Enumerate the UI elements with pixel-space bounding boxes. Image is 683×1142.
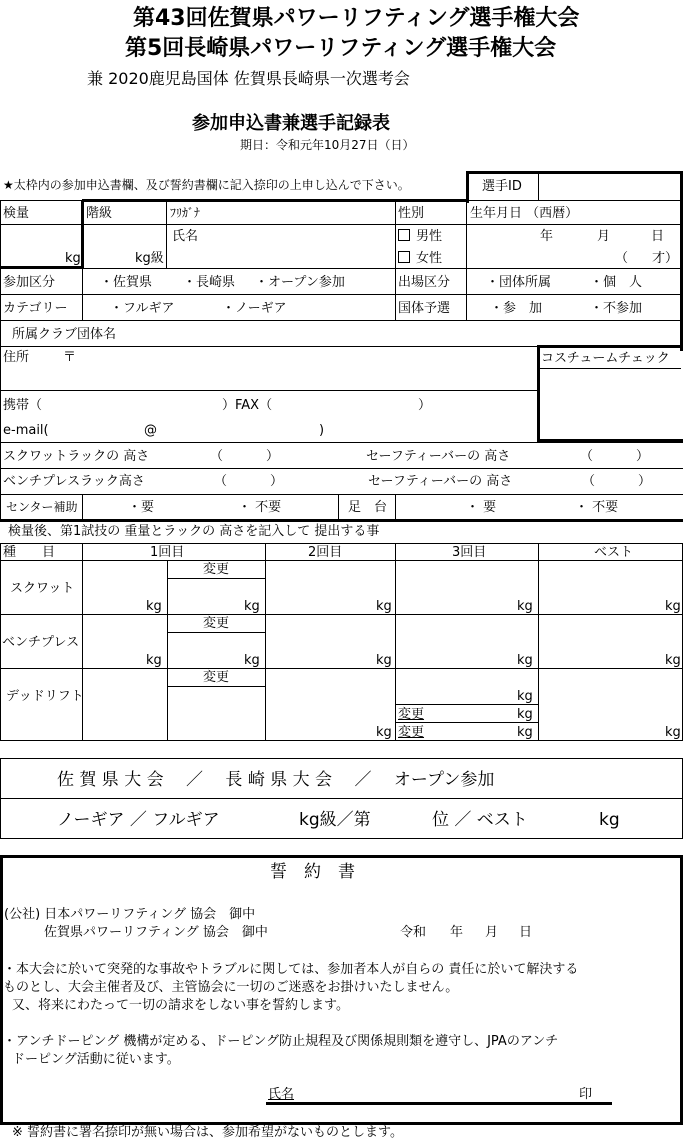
entry-type-label: 参加区分 bbox=[3, 275, 56, 290]
pledge-clause-2-line1: ・アンチドーピング 機構が定める、ドーピング防止規程及び関係規則類を遵守し、JPAのアンチ bbox=[3, 1034, 559, 1049]
spotter-required[interactable]: ・要 bbox=[128, 500, 155, 515]
result-class: kg級／第 bbox=[299, 810, 371, 830]
bench-attempt3-field[interactable] bbox=[397, 616, 537, 666]
costume-check-field[interactable] bbox=[541, 370, 679, 438]
pledge-date-era: 令和 bbox=[400, 925, 427, 940]
gender-female-checkbox[interactable]: 女性 bbox=[398, 251, 442, 266]
event-deadlift: デッドリフト bbox=[6, 689, 84, 704]
pledge-title: 誓 約 書 bbox=[270, 862, 355, 882]
kg-unit: kg bbox=[517, 599, 533, 614]
fax-field[interactable] bbox=[272, 395, 412, 415]
deadlift-best-field[interactable] bbox=[540, 670, 681, 738]
title-saga-championship: 第43回佐賀県パワーリフティング選手権大会 bbox=[133, 6, 580, 31]
deadlift-attempt1-change-field[interactable] bbox=[169, 688, 264, 738]
pledge-clause-1-line2: ものとし、大会主催者及び、主管協会に一切のご迷惑をお掛けいたしません。 bbox=[3, 980, 459, 995]
class-label: 階級 bbox=[86, 206, 113, 221]
kokutai-not-participate[interactable]: ・不参加 bbox=[590, 301, 643, 316]
athlete-id-field[interactable] bbox=[540, 174, 678, 200]
event-date: 期日：令和元年10月27日（日） bbox=[240, 138, 415, 152]
birthdate-label: 生年月日 （西暦） bbox=[470, 206, 579, 221]
deadlift-change-1-field[interactable] bbox=[430, 705, 515, 721]
instruction-text: ★太枠内の参加申込書欄、及び誓約書欄に記入捺印の上申し込んで下さい。 bbox=[3, 178, 410, 192]
squat-best-field[interactable] bbox=[540, 562, 681, 612]
deadlift-change-2-field[interactable] bbox=[430, 723, 515, 739]
header-attempt-2: 2回目 bbox=[308, 545, 343, 560]
pledge-addressee-jpa: (公社) 日本パワーリフティング 協会 御中 bbox=[4, 907, 256, 922]
kg-unit: kg bbox=[665, 725, 681, 740]
squat-attempt3-field[interactable] bbox=[397, 562, 537, 612]
birthdate-field[interactable] bbox=[470, 226, 530, 266]
kg-unit: kg bbox=[665, 653, 681, 668]
entry-type-nagasaki[interactable]: ・長崎県 bbox=[183, 275, 236, 290]
form-title: 参加申込書兼選手記録表 bbox=[192, 113, 390, 134]
change-label: 変更 bbox=[398, 725, 425, 740]
result-gear: ノーギア ／ フルギア bbox=[57, 810, 220, 830]
paren-close: ） bbox=[266, 449, 280, 464]
gender-label: 性別 bbox=[398, 206, 425, 221]
paren-open: （ bbox=[214, 474, 228, 489]
kokutai-label: 国体予選 bbox=[398, 301, 451, 316]
participation-label: 出場区分 bbox=[398, 275, 451, 290]
fax-label: ）FAX（ bbox=[222, 398, 273, 413]
pledge-date-year: 年 bbox=[450, 925, 464, 940]
squat-safety-bar-label: セーフティーバーの 高さ bbox=[366, 449, 511, 464]
title-nagasaki-championship: 第5回長崎県パワーリフティング選手権大会 bbox=[125, 36, 557, 61]
birth-day-label: 日 bbox=[651, 229, 665, 244]
record-note: 検量後、第1試技の 重量とラックの 高さを記入して 提出する事 bbox=[8, 524, 380, 539]
kg-unit: kg bbox=[517, 725, 533, 740]
address-field[interactable] bbox=[80, 348, 535, 388]
header-attempt-1: 1回目 bbox=[150, 545, 185, 560]
pledge-addressee-saga: 佐賀県パワーリフティング 協会 御中 bbox=[44, 925, 268, 940]
fax-close: ） bbox=[418, 398, 432, 413]
pledge-date-day: 日 bbox=[519, 925, 533, 940]
club-name-field[interactable] bbox=[130, 322, 678, 344]
weigh-in-unit: kg bbox=[65, 251, 81, 266]
change-label: 変更 bbox=[203, 562, 230, 577]
squat-safety-bar-field[interactable] bbox=[592, 446, 632, 464]
gender-male-checkbox[interactable]: 男性 bbox=[398, 229, 442, 244]
furigana-field[interactable] bbox=[228, 202, 393, 223]
kg-unit: kg bbox=[376, 725, 392, 740]
bench-best-field[interactable] bbox=[540, 616, 681, 666]
subtitle-kokutai-selection: 兼 2020鹿児島国体 佐賀県長崎県一次選考会 bbox=[87, 69, 410, 88]
category-nogear[interactable]: ・ノーギア bbox=[222, 301, 287, 316]
kg-unit: kg bbox=[517, 689, 533, 704]
squat-attempt2-field[interactable] bbox=[267, 562, 394, 612]
kg-unit: kg bbox=[244, 653, 260, 668]
participation-team[interactable]: ・団体所属 bbox=[486, 275, 552, 290]
email-user-field[interactable] bbox=[48, 420, 140, 440]
athlete-id-label: 選手ID bbox=[482, 179, 522, 194]
event-squat: スクワット bbox=[10, 581, 75, 596]
paren-close: ） bbox=[638, 474, 652, 489]
category-label: カテゴリー bbox=[3, 301, 68, 316]
birth-year-label: 年 bbox=[540, 229, 554, 244]
seal-label: 印 bbox=[579, 1087, 593, 1102]
costume-check-label: コスチュームチェック bbox=[541, 351, 670, 366]
address-label: 住所 bbox=[3, 350, 30, 365]
birth-month-label: 月 bbox=[597, 229, 611, 244]
paren-open: （ bbox=[210, 449, 224, 464]
change-label: 変更 bbox=[203, 670, 230, 685]
name-label: 氏名 bbox=[172, 229, 199, 244]
kg-unit: kg bbox=[517, 707, 533, 722]
age-close: 才） bbox=[652, 251, 679, 266]
entry-type-saga[interactable]: ・佐賀県 bbox=[100, 275, 153, 290]
participation-individual[interactable]: ・個 人 bbox=[590, 275, 643, 290]
email-label: e-mail( bbox=[3, 423, 49, 438]
bench-safety-bar-field[interactable] bbox=[594, 471, 634, 489]
foot-block-required[interactable]: ・ 要 bbox=[466, 500, 497, 515]
kokutai-participate[interactable]: ・参 加 bbox=[490, 301, 543, 316]
foot-block-label: 足 台 bbox=[348, 500, 388, 515]
category-fullgear[interactable]: ・フルギア bbox=[110, 301, 175, 316]
paren-open: （ bbox=[582, 474, 596, 489]
header-event: 種 目 bbox=[3, 545, 56, 560]
paren-close: ） bbox=[636, 449, 650, 464]
email-close: ) bbox=[319, 423, 325, 438]
foot-block-not-required[interactable]: ・ 不要 bbox=[575, 500, 619, 515]
kg-unit: kg bbox=[517, 653, 533, 668]
paren-open: （ bbox=[580, 449, 594, 464]
kg-unit: kg bbox=[146, 599, 162, 614]
bench-rack-label: ベンチプレスラック高さ bbox=[3, 474, 145, 489]
kg-unit: kg bbox=[376, 653, 392, 668]
weigh-in-label: 検量 bbox=[3, 206, 30, 221]
postal-mark: 〒 bbox=[63, 350, 77, 365]
deadlift-attempt2-field[interactable] bbox=[267, 670, 394, 738]
mobile-field[interactable] bbox=[40, 395, 220, 415]
spotter-label: センター補助 bbox=[6, 500, 78, 514]
class-unit: kg級 bbox=[135, 251, 164, 266]
bench-attempt2-field[interactable] bbox=[267, 616, 394, 666]
kg-unit: kg bbox=[376, 599, 392, 614]
deadlift-attempt3-field[interactable] bbox=[397, 670, 537, 702]
checkbox-icon bbox=[398, 229, 410, 241]
pledge-clause-1-line1: ・本大会に於いて突発的な事故やトラブルに関しては、参加者本人が自らの 責任に於いて解決する bbox=[3, 962, 579, 977]
kg-unit: kg bbox=[244, 599, 260, 614]
kg-unit: kg bbox=[146, 653, 162, 668]
result-tournament-line: 佐 賀 県 大 会 ／ 長 崎 県 大 会 ／ オープン参加 bbox=[57, 770, 495, 790]
mobile-label: 携帯（ bbox=[3, 398, 43, 413]
header-best: ベスト bbox=[594, 545, 634, 560]
kg-unit: kg bbox=[665, 599, 681, 614]
signature-field[interactable] bbox=[300, 1084, 570, 1102]
bench-safety-bar-label: セーフティーバーの 高さ bbox=[368, 474, 513, 489]
spotter-not-required[interactable]: ・ 不要 bbox=[238, 500, 282, 515]
pledge-footnote: ※ 誓約書に署名捺印が無い場合は、参加希望がないものとします。 bbox=[12, 1125, 403, 1140]
deadlift-attempt1-field[interactable] bbox=[84, 670, 166, 738]
pledge-clause-2-line2: ドーピング活動に従います。 bbox=[12, 1052, 180, 1067]
result-best-kg: kg bbox=[599, 810, 620, 830]
change-label: 変更 bbox=[398, 707, 425, 722]
bench-rack-height-field[interactable] bbox=[226, 471, 271, 489]
paren-close: ） bbox=[270, 474, 284, 489]
result-rank: 位 ／ ベスト bbox=[432, 810, 528, 830]
squat-rack-label: スクワットラックの 高さ bbox=[3, 449, 150, 464]
furigana-label: ﾌﾘｶﾞﾅ bbox=[170, 206, 201, 220]
pledge-clause-1-line3: 又、将来にわたって一切の請求をしない事を誓約します。 bbox=[12, 998, 349, 1013]
checkbox-icon bbox=[398, 251, 410, 263]
squat-rack-height-field[interactable] bbox=[222, 446, 267, 464]
email-domain-field[interactable] bbox=[160, 420, 315, 440]
email-at: @ bbox=[144, 423, 157, 438]
pledge-date-month: 月 bbox=[485, 925, 499, 940]
name-field[interactable] bbox=[210, 226, 393, 266]
signature-label: 氏名 bbox=[268, 1087, 295, 1102]
header-attempt-3: 3回目 bbox=[452, 545, 487, 560]
club-label: 所属クラブ団体名 bbox=[12, 327, 117, 342]
event-bench-press: ベンチプレス bbox=[2, 635, 80, 650]
age-open: （ bbox=[615, 251, 629, 266]
change-label: 変更 bbox=[203, 616, 230, 631]
entry-type-open[interactable]: ・オープン参加 bbox=[255, 275, 345, 290]
